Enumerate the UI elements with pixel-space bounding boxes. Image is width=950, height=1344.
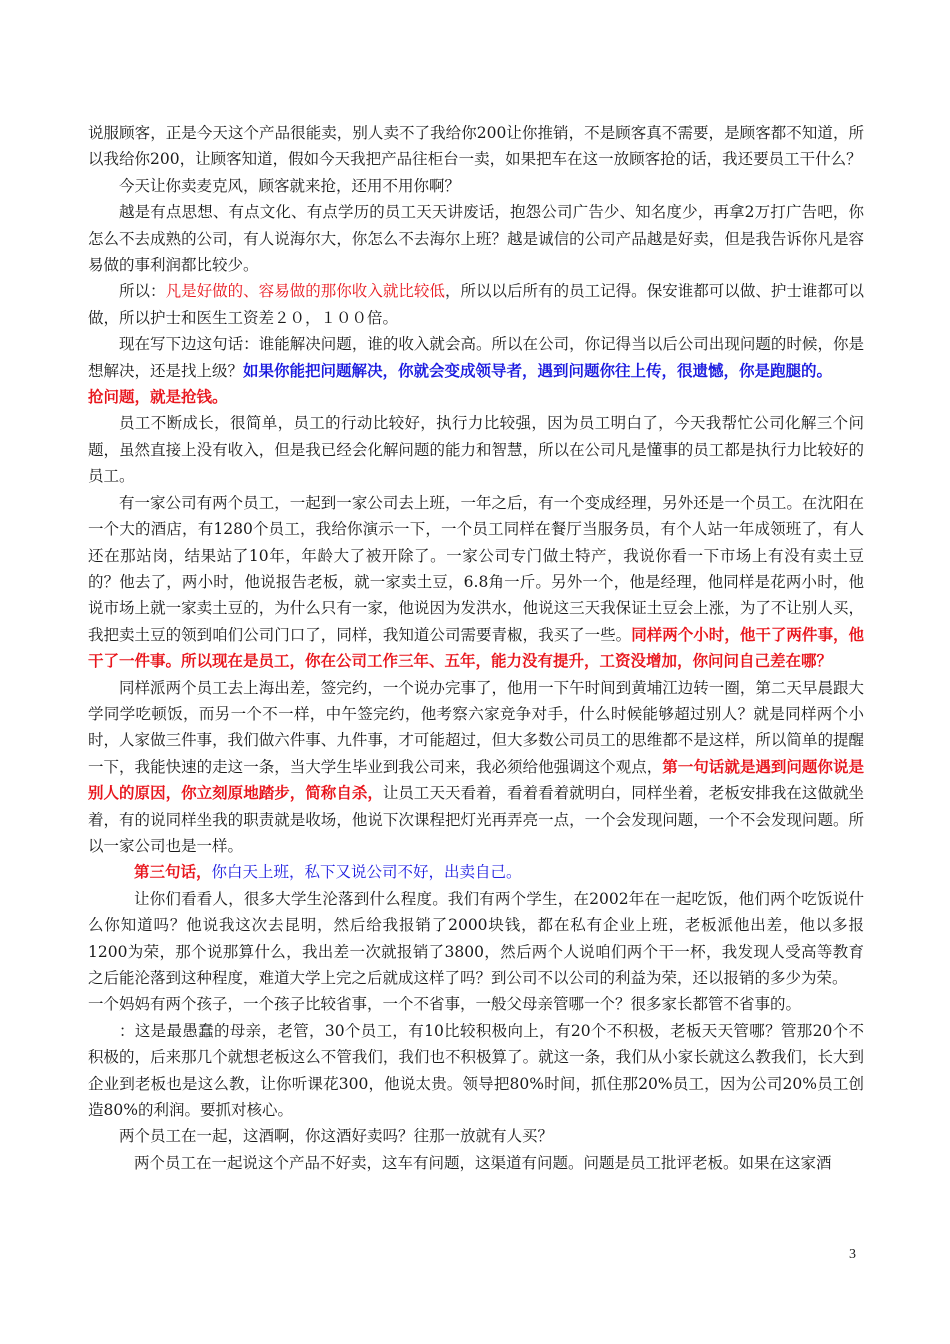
text-run: 第一句话就是遇到问题你说是别人的原因，你立刻原地踏步，简称自杀， — [88, 756, 864, 803]
text-run: 越是有点思想、有点文化、有点学历的员工天天讲废话，抱怨公司广告少、知名度少，再拿2万打广告吧，你怎么不去成熟的公司，有人说海尔大，你怎么不去海尔上班？越是诚信的公司产品越是好卖，但是我告诉你凡是容易做的事利润都比较少。 — [88, 203, 864, 275]
page-number: 3 — [849, 1247, 856, 1262]
paragraph-p14 — [88, 1123, 864, 1149]
paragraph-p10 — [88, 859, 864, 885]
paragraph-p6 — [88, 384, 864, 410]
text-run: ，所以以后所有的员工记得。保安谁都可以做、护士谁都可以做，所以护士和医生工资差２０，１００倍。 — [88, 282, 864, 327]
text-run: 有一家公司有两个员工，一起到一家公司去上班，一年之后，有一个变成经理，另外还是一个员工。在沈阳在一个大的酒店，有1280个员工，我给你演示一下，一个员工同样在餐厅当服务员，有个人站一年成领班了，有人还在那站岗，结果站了10年，年龄大了被开除了。一家公司专门做土特产，我说你看一下市场上有没有卖土豆的？他去了，两小时，他说报告老板，就一家卖土豆，6.8角一斤。另外一个，他是经理，他同样是花两小时，他说市场上就一家卖土豆的，为什么只有一家，他说因为发洪水，他说这三天我保证土豆会上涨，为了不让别人买，我把卖土豆的领到咱们公司门口了，同样，我知道公司需要青椒，我买了一些。 — [88, 493, 864, 644]
paragraph-p12 — [88, 991, 864, 1017]
paragraph-p3 — [88, 199, 864, 278]
paragraph-p4 — [88, 278, 864, 331]
text-run: 今天让你卖麦克风，顾客就来抢，还用不用你啊？ — [119, 176, 461, 195]
paragraph-p1 — [88, 120, 864, 173]
text-run: 同样派两个员工去上海出差，签完约，一个说办完事了，他用一下午时间到黄埔江边转一圈，第二天早晨跟大学同学吃顿饭，而另一个不一样，中午签完约，他考察六家竞争对手，什么时候能够超过别人？就是同样两个小时，人家做三件事，我们做六件事、九件事，才可能超过，但大多数公司员工的思维都不是这样，所以简单的提醒一下，我能快速的走这一条，当大学生毕业到我公司来，我必须给他强调这个观点， — [88, 678, 864, 776]
paragraph-p9 — [88, 675, 864, 860]
text-run: 说服顾客，正是今天这个产品很能卖，别人卖不了我给你200让你推销，不是顾客真不需要，是顾客都不知道，所以我给你200，让顾客知道，假如今天我把产品往柜台一卖，如果把车在这一放顾客抢的话，我还要员工干什么？ — [88, 124, 864, 169]
text-run: 让你们看看人，很多大学生沦落到什么程度。我们有两个学生，在2002年在一起吃饭，他们两个吃饭说什么你知道吗？他说我这次去昆明，然后给我报销了2000块钱，都在私有企业上班，老板派他出差，他以多报1200为荣，那个说那算什么，我出差一次就报销了3800，然后两个人说咱们两个干一杯，我发现人受高等教育之后能沦落到这种程度，难道大学上完之后就成这样了吗？到公司不以公司的利益为荣，还以报销的多少为荣。 — [88, 889, 864, 987]
paragraph-p7 — [88, 410, 864, 489]
text-run: 一个妈妈有两个孩子，一个孩子比较省事，一个不省事，一般父母亲管哪一个？很多家长都管不省事的。 — [88, 995, 802, 1014]
paragraph-p8 — [88, 490, 864, 675]
paragraph-p11 — [88, 886, 864, 992]
text-run: 抢问题，就是抢钱。 — [88, 387, 228, 407]
text-run: 两个员工在一起说这个产品不好卖，这车有问题，这渠道有问题。问题是员工批评老板。如果在这家酒 — [134, 1153, 832, 1172]
text-run: 你白天上班，私下又说公司不好，出卖自己。 — [211, 863, 522, 882]
paragraph-p13 — [88, 1018, 864, 1124]
text-run: 如果你能把问题解决，你就会变成领导者，遇到问题你往上传，很遗憾，你是跑腿的。 — [243, 360, 833, 380]
text-run: 所以： — [119, 282, 166, 301]
text-run: 凡是好做的、容易做的那你收入就比较低 — [165, 282, 445, 301]
paragraph-p2 — [88, 173, 864, 199]
text-run: 现在写下边这句话：谁能解决问题，谁的收入就会高。所以在公司，你记得当以后公司出现问题的时候，你是想解决，还是找上级？ — [88, 335, 864, 380]
text-run: ：这是最愚蠢的母亲，老管，30个员工，有10比较积极向上，有20个不积极，老板天天管哪？管那20个不积极的，后来那几个就想老板这么不管我们，我们也不积极算了。就这一条，我们从小家长就这么教我们，长大到企业到老板也是这么教，让你听课花300，他说太贵。领导把80%时间，抓住那20%员工，因为公司20%员工创造80%的利润。要抓对核心。 — [88, 1021, 864, 1120]
text-run: 第三句话， — [134, 862, 212, 882]
body-text — [88, 120, 864, 1176]
text-run: 员工不断成长，很简单，员工的行动比较好，执行力比较强，因为员工明白了，今天我帮忙公司化解三个问题，虽然直接上没有收入，但是我已经会化解问题的能力和智慧，所以在公司凡是懂事的员工都是执行力比较好的员工。 — [88, 414, 864, 486]
paragraph-p5 — [88, 331, 864, 384]
text-run: 两个员工在一起，这酒啊，你这酒好卖吗？往那一放就有人买？ — [119, 1127, 554, 1146]
text-run: 让员工天天看着，看着看着就明白，同样坐着，老板安排我在这做就坐着，有的说同样坐我的职责就是收场，他说下次课程把灯光再弄亮一点，一个会发现问题，一个不会发现问题。所以一家公司也是一样。 — [88, 784, 864, 855]
paragraph-p15 — [88, 1150, 864, 1176]
text-run: 同样两个小时，他干了两件事，他干了一件事。所以现在是员工，你在公司工作三年、五年，能力没有提升，工资没增加，你问问自己差在哪？ — [88, 624, 864, 671]
